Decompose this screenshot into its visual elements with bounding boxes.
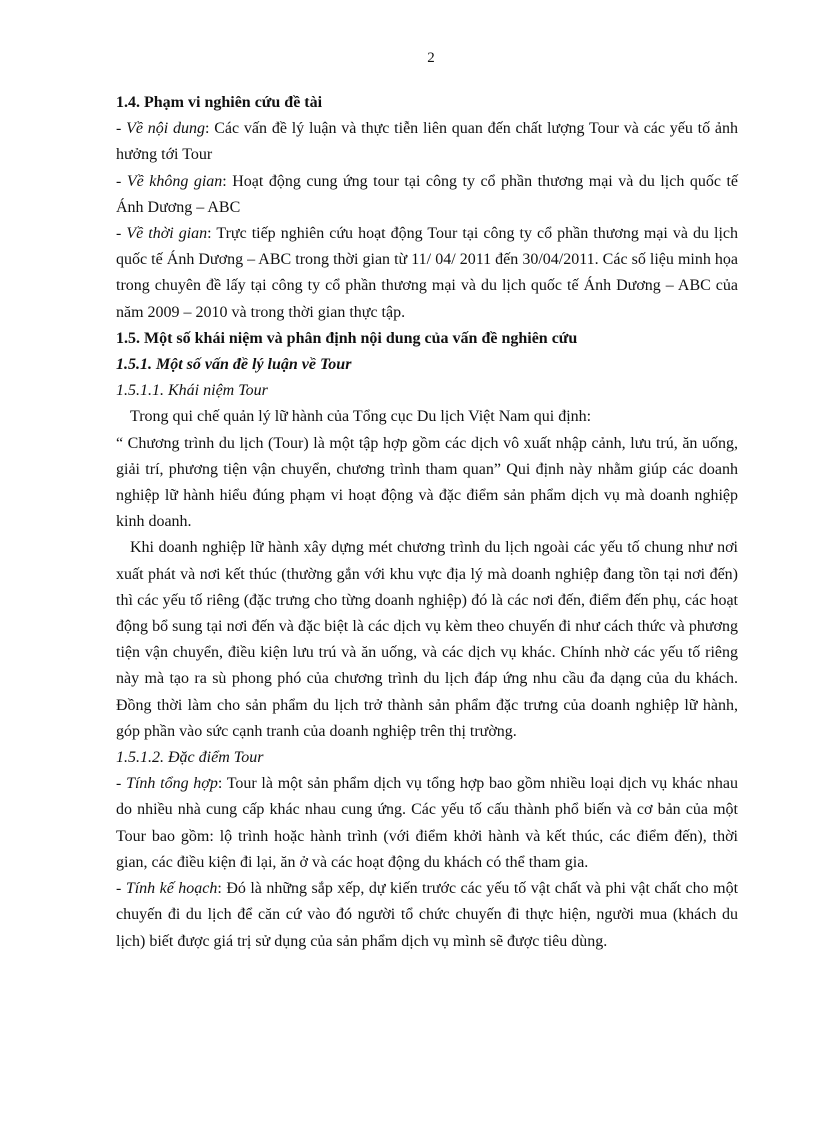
scope-content-paragraph [116,116,738,168]
section-1-5-heading: 1.5. Một số khái niệm và phân định nội dung của vấn đề nghiên cứu [116,329,578,347]
scope-content-text: : Các vấn đề lý luận và thực tiễn liên quan đến chất lượng Tour và các yếu tố ảnh hưởng tới Tour [116,120,739,164]
bullet-dash: - [116,225,127,243]
section-1-5-1-1-heading: 1.5.1.1. Khái niệm Tour [116,382,268,400]
tour-concept-intro: Trong qui chế quản lý lữ hành của Tổng cục Du lịch Việt Nam qui định: [130,408,592,426]
tour-synthesis-paragraph [116,771,738,876]
scope-space-text: : Hoạt động cung ứng tour tại công ty cổ phần thương mại và du lịch quốc tế Ánh Dương – ABC [116,172,739,216]
section-1-5-1-2-heading: 1.5.1.2. Đặc điểm Tour [116,749,264,767]
bullet-dash: - [116,120,127,138]
tour-plan-text: : Đó là những sắp xếp, dự kiến trước các yếu tố vật chất và phi vật chất cho một chuyến đi du lịch để căn cứ vào đó người tổ chức chuyến đi thực hiện, người mua (khách du lịch) biết được giá trị sử dụng của sản phẩm dịch vụ mình sẽ được tiêu dùng. [116,880,739,950]
scope-content-label: Về nội dung [126,120,206,138]
scope-time-paragraph [116,221,738,326]
scope-time-label: Về thời gian [126,225,208,243]
bullet-dash: - [116,172,127,190]
section-1-4-heading: 1.4. Phạm vi nghiên cứu đề tài [116,94,323,111]
tour-concept-definition: “ Chương trình du lịch (Tour) là một tập hợp gồm các dịch vô xuất nhập cảnh, lưu trú, ăn uống, giải trí, phương tiện vận chuyển, chương trình tham quan” Qui định này nhằm giúp các doanh nghiệp lữ hành hiểu đúng phạm vi hoạt động và đặc điểm sản phẩm dịch vụ mà doanh nghiệp kinh doanh. [116,434,738,531]
scope-space-label: Về không gian [126,172,223,190]
tour-plan-label: Tính kế hoạch [125,880,218,898]
section-1-5-1-heading: 1.5.1. Một số vấn đề lý luận về Tour [116,356,352,374]
tour-plan-paragraph [116,876,738,955]
tour-concept-elaboration: Khi doanh nghiệp lữ hành xây dựng mét chương trình du lịch ngoài các yếu tố chung như nơi xuất phát và nơi kết thúc (thường gắn với khu vực địa lý mà doanh nghiệp đang tồn tại nơi đến) thì các yếu tố riêng (đặc trưng cho từng doanh nghiệp) đó là các nơi đến, điểm đến phụ, các hoạt động bổ sung tại nơi đến và đặc biệt là các dịch vụ kèm theo chuyến đi như cách thức và phương tiện vận chuyển, điều kiện lưu trú và ăn uống, và các dịch vụ khác. Chính nhờ các yếu tố riêng này mà tạo ra sù phong phó của chương trình du lịch đáp ứng nhu cầu đa dạng của du khách. Đồng thời làm cho sản phẩm du lịch trở thành sản phẩm đặc trưng của doanh nghiệp lữ hành, góp phần vào sức cạnh tranh của doanh nghiệp trên thị trường. [116,539,738,740]
document-body [116,90,738,955]
page-number: 2 [427,50,435,66]
bullet-dash: - [116,775,127,793]
tour-synthesis-text: : Tour là một sản phẩm dịch vụ tổng hợp bao gồm nhiều loại dịch vụ khác nhau do nhiều nhà cung cấp khác nhau cung ứng. Các yếu tố cấu thành phổ biến và cơ bản của một Tour bao gồm: lộ trình hoặc hành trình (với điểm khởi hành và kết thúc, các điểm đến), thời gian, các điều kiện đi lại, ăn ở và các hoạt động du khách có thể tham gia. [116,775,739,871]
scope-time-text: : Trực tiếp nghiên cứu hoạt động Tour tại công ty cổ phần thương mại và du lịch quốc tế Ánh Dương – ABC trong thời gian từ 11/ 04/ 2011 đến 30/04/2011. Các số liệu minh họa trong chuyên đề lấy tại công ty cổ phần thương mại và du lịch quốc tế Ánh Dương – ABC của năm 2009 – 2010 và trong thời gian thực tập. [116,225,739,321]
bullet-dash: - [116,880,126,898]
scope-space-paragraph [116,169,738,221]
tour-synthesis-label: Tính tổng hợp [126,775,218,793]
